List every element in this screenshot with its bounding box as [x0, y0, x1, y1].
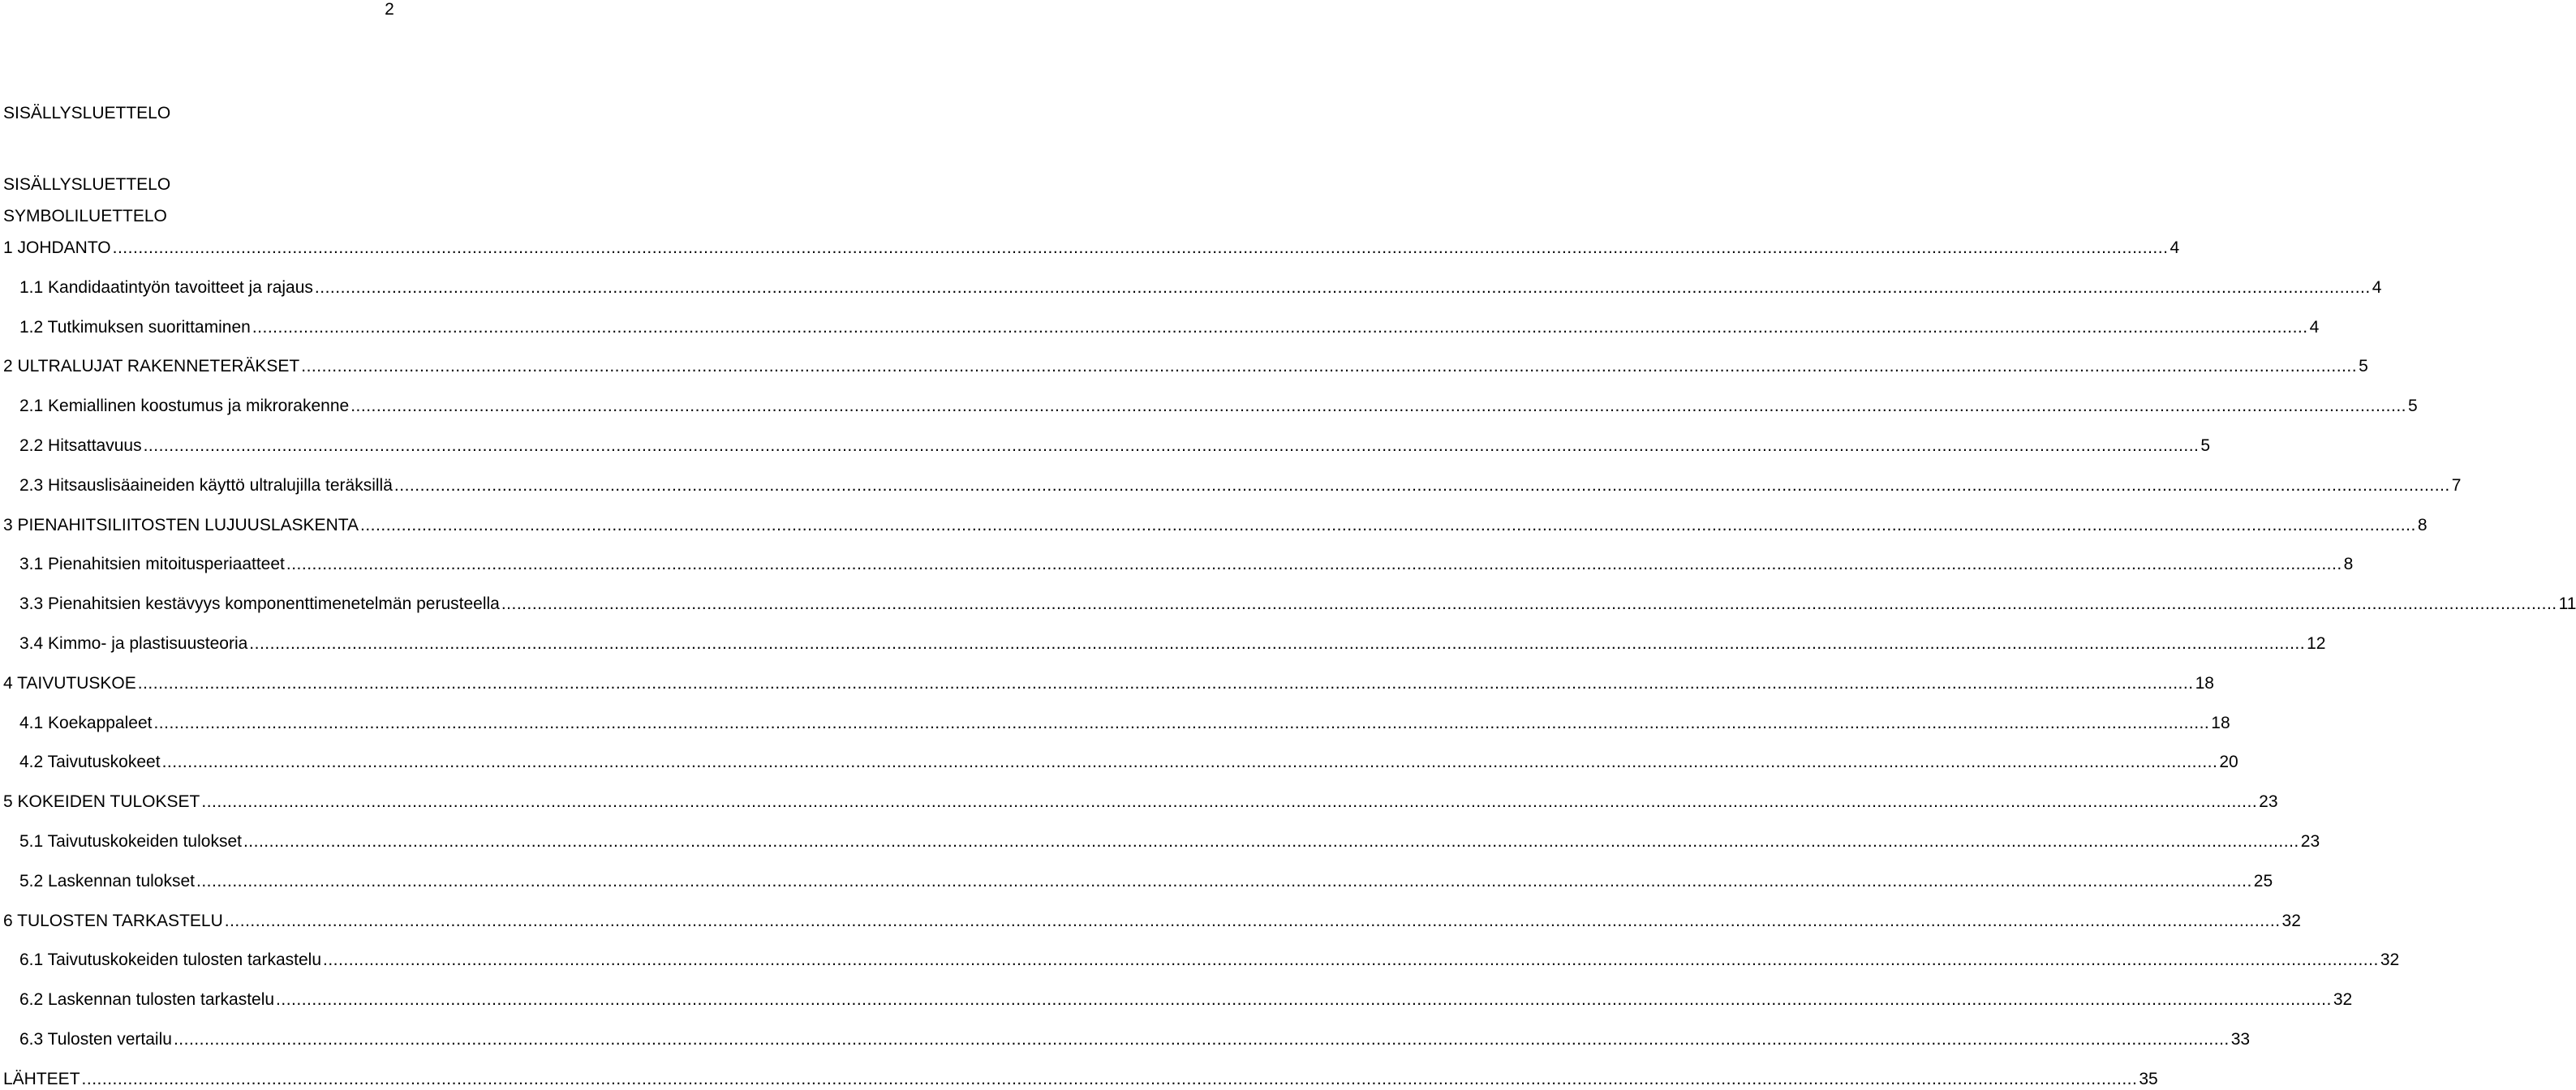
- toc-entry-label: 4 TAIVUTUSKOE: [3, 674, 136, 693]
- toc-entry-page-number: 33: [2230, 1030, 2251, 1049]
- dot-leader: ................................................................................................................................................................................................................................................................................................................................................................................................................: [173, 1030, 2230, 1049]
- toc-entry-label: 3.4 Kimmo- ja plastisuusteoria: [19, 634, 248, 653]
- toc-entry-page-number: 23: [2300, 832, 2320, 851]
- dot-leader: ................................................................................................................................................................................................................................................................................................................................................................................................................: [350, 397, 2406, 415]
- toc-entry-page-number: 35: [2139, 1070, 2158, 1088]
- toc-entry-label: 3.3 Pienahitsien kestävyys komponenttimenetelmän perusteella: [19, 594, 500, 613]
- toc-entry-page-number: 5: [2408, 397, 2418, 415]
- toc-plain-entry[interactable]: SISÄLLYSLUETTELO: [3, 175, 171, 194]
- toc-entry[interactable]: [0, 516, 2428, 535]
- toc-entry[interactable]: [0, 436, 2211, 456]
- toc-entry-page-number: 32: [2281, 912, 2301, 930]
- toc-entry[interactable]: [0, 872, 2273, 891]
- toc-entry[interactable]: [0, 238, 2180, 258]
- toc-plain-entry[interactable]: SYMBOLILUETTELO: [3, 207, 167, 225]
- toc-entry-page-number: 8: [2417, 516, 2428, 534]
- toc-entry-page-number: 4: [2309, 318, 2320, 337]
- toc-entry-page-number: 32: [2333, 990, 2353, 1009]
- toc-entry-page-number: 5: [2200, 436, 2211, 455]
- dot-leader: ................................................................................................................................................................................................................................................................................................................................................................................................................: [314, 278, 2371, 297]
- dot-leader: ................................................................................................................................................................................................................................................................................................................................................................................................................: [243, 832, 2299, 851]
- toc-entry[interactable]: [0, 397, 2418, 416]
- toc-entry[interactable]: [0, 714, 2230, 733]
- dot-leader: ................................................................................................................................................................................................................................................................................................................................................................................................................: [143, 436, 2200, 455]
- toc-entry-label: 5.2 Laskennan tulokset: [19, 872, 195, 890]
- toc-entry-page-number: 4: [2170, 238, 2180, 257]
- toc-entry-page-number: 20: [2219, 753, 2238, 771]
- page-number: 2: [385, 0, 394, 19]
- toc-entry-label: 4.1 Koekappaleet: [19, 714, 153, 732]
- dot-leader: ................................................................................................................................................................................................................................................................................................................................................................................................................: [196, 872, 2252, 890]
- toc-entry-label: 3.1 Pienahitsien mitoitusperiaatteet: [19, 555, 285, 573]
- dot-leader: ................................................................................................................................................................................................................................................................................................................................................................................................................: [323, 951, 2379, 969]
- toc-entry-label: 1.2 Tutkimuksen suorittaminen: [19, 318, 251, 337]
- dot-leader: ................................................................................................................................................................................................................................................................................................................................................................................................................: [224, 912, 2281, 930]
- toc-entry-page-number: 7: [2451, 476, 2462, 495]
- toc-entry[interactable]: [0, 792, 2278, 812]
- toc-entry-page-number: 25: [2253, 872, 2273, 890]
- toc-entry-label: 2.3 Hitsauslisäaineiden käyttö ultralujilla teräksillä: [19, 476, 393, 495]
- toc-entry[interactable]: [0, 674, 2214, 693]
- toc-entry[interactable]: [0, 1030, 2251, 1049]
- toc-entry-label: 2.1 Kemiallinen koostumus ja mikrorakenne: [19, 397, 350, 415]
- dot-leader: ................................................................................................................................................................................................................................................................................................................................................................................................................: [112, 238, 2169, 257]
- toc-entry[interactable]: [0, 634, 2326, 654]
- toc-entry-label: 6.3 Tulosten vertailu: [19, 1030, 172, 1049]
- toc-entry[interactable]: [0, 1070, 2158, 1089]
- toc-entry-label: 5 KOKEIDEN TULOKSET: [3, 792, 200, 811]
- toc-entry-page-number: 5: [2359, 357, 2368, 375]
- toc-entry[interactable]: [0, 990, 2353, 1010]
- toc-entry-label: 1 JOHDANTO: [3, 238, 111, 257]
- dot-leader: ................................................................................................................................................................................................................................................................................................................................................................................................................: [501, 594, 2557, 613]
- toc-entry-label: LÄHTEET: [3, 1070, 80, 1088]
- toc-entry[interactable]: [0, 476, 2462, 496]
- toc-entry-label: 6.1 Taivutuskokeiden tulosten tarkastelu: [19, 951, 322, 969]
- toc-entry[interactable]: [0, 912, 2301, 931]
- dot-leader: ................................................................................................................................................................................................................................................................................................................................................................................................................: [161, 753, 2218, 771]
- dot-leader: ................................................................................................................................................................................................................................................................................................................................................................................................................: [301, 357, 2358, 375]
- toc-entry-label: 2 ULTRALUJAT RAKENNETERÄKSET: [3, 357, 300, 375]
- toc-entry-label: 4.2 Taivutuskokeet: [19, 753, 161, 771]
- toc-entry-label: 5.1 Taivutuskokeiden tulokset: [19, 832, 242, 851]
- toc-entry[interactable]: [0, 318, 2320, 337]
- toc-title: SISÄLLYSLUETTELO: [3, 104, 171, 122]
- toc-entry-label: 1.1 Kandidaatintyön tavoitteet ja rajaus: [19, 278, 313, 297]
- dot-leader: ................................................................................................................................................................................................................................................................................................................................................................................................................: [201, 792, 2258, 811]
- toc-entry-page-number: 11: [2558, 594, 2576, 613]
- dot-leader: ................................................................................................................................................................................................................................................................................................................................................................................................................: [137, 674, 2194, 693]
- toc-entry-page-number: 8: [2343, 555, 2354, 573]
- toc-entry-page-number: 18: [2211, 714, 2230, 732]
- dot-leader: ................................................................................................................................................................................................................................................................................................................................................................................................................: [393, 476, 2450, 495]
- toc-entry[interactable]: [0, 594, 2576, 614]
- dot-leader: ................................................................................................................................................................................................................................................................................................................................................................................................................: [81, 1070, 2138, 1088]
- dot-leader: ................................................................................................................................................................................................................................................................................................................................................................................................................: [153, 714, 2210, 732]
- toc-entry-label: 6.2 Laskennan tulosten tarkastelu: [19, 990, 275, 1009]
- dot-leader: ................................................................................................................................................................................................................................................................................................................................................................................................................: [286, 555, 2342, 573]
- toc-entry[interactable]: [0, 951, 2400, 970]
- dot-leader: ................................................................................................................................................................................................................................................................................................................................................................................................................: [252, 318, 2308, 337]
- toc-entry-page-number: 32: [2380, 951, 2400, 969]
- dot-leader: ................................................................................................................................................................................................................................................................................................................................................................................................................: [360, 516, 2416, 534]
- toc-entry-label: 2.2 Hitsattavuus: [19, 436, 142, 455]
- toc-entry[interactable]: [0, 555, 2354, 574]
- toc-entry-page-number: 23: [2259, 792, 2278, 811]
- toc-entry-page-number: 12: [2307, 634, 2326, 653]
- toc-entry-label: 6 TULOSTEN TARKASTELU: [3, 912, 223, 930]
- toc-entry[interactable]: [0, 753, 2238, 772]
- toc-entry-page-number: 4: [2372, 278, 2382, 297]
- dot-leader: ................................................................................................................................................................................................................................................................................................................................................................................................................: [249, 634, 2306, 653]
- dot-leader: ................................................................................................................................................................................................................................................................................................................................................................................................................: [276, 990, 2332, 1009]
- toc-entry[interactable]: [0, 278, 2382, 298]
- toc-entry-label: 3 PIENAHITSILIITOSTEN LUJUUSLASKENTA: [3, 516, 359, 534]
- toc-entry-page-number: 18: [2195, 674, 2214, 693]
- toc-entry[interactable]: [0, 357, 2368, 376]
- toc-entry[interactable]: [0, 832, 2320, 852]
